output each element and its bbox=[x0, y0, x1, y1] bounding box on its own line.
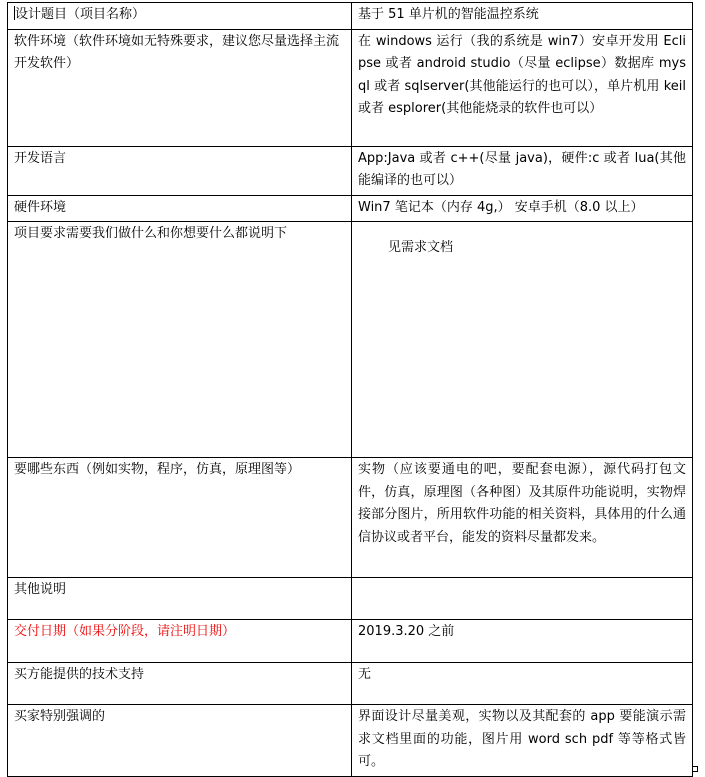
table-row bbox=[8, 663, 693, 705]
table-row bbox=[8, 3, 693, 30]
row-value: 2019.3.20 之前 bbox=[352, 620, 693, 663]
table-row bbox=[8, 29, 693, 146]
row-value bbox=[352, 222, 693, 458]
table-row bbox=[8, 222, 693, 458]
see-doc-text: 见需求文档 bbox=[388, 240, 454, 255]
table-row bbox=[8, 578, 693, 620]
table-row bbox=[8, 195, 693, 222]
row-label-text: 设计题目（项目名称） bbox=[15, 7, 146, 22]
table-row bbox=[8, 620, 693, 663]
table-row bbox=[8, 146, 693, 195]
row-label: 买家特别强调的 bbox=[8, 705, 352, 777]
row-value bbox=[352, 578, 693, 620]
row-label: 要哪些东西（例如实物，程序，仿真，原理图等） bbox=[8, 458, 352, 578]
requirements-table bbox=[7, 2, 693, 777]
row-value: 实物（应该要通电的吧，要配套电源），源代码打包文件，仿真，原理图（各种图）及其原件功能说明，实物焊接部分图片，所用软件功能的相关资料，具体用的什么通信协议或者平台，能发的资料尽量都发来。 bbox=[352, 458, 693, 578]
row-value: 界面设计尽量美观，实物以及其配套的 app 要能演示需求文档里面的功能，图片用 word sch pdf 等等格式皆可。 bbox=[352, 705, 693, 777]
table-row bbox=[8, 705, 693, 777]
row-value: Win7 笔记本（内存 4g,） 安卓手机（8.0 以上） bbox=[352, 195, 693, 222]
row-label bbox=[8, 3, 352, 30]
row-label: 硬件环境 bbox=[8, 195, 352, 222]
row-label: 开发语言 bbox=[8, 146, 352, 195]
row-value: 基于 51 单片机的智能温控系统 bbox=[352, 3, 693, 30]
table-row bbox=[8, 458, 693, 578]
row-label: 项目要求需要我们做什么和你想要什么都说明下 bbox=[8, 222, 352, 458]
row-label: 其他说明 bbox=[8, 578, 352, 620]
row-label: 软件环境（软件环境如无特殊要求，建议您尽量选择主流开发软件） bbox=[8, 29, 352, 146]
row-label: 买方能提供的技术支持 bbox=[8, 663, 352, 705]
row-value: 无 bbox=[352, 663, 693, 705]
table-resize-handle[interactable] bbox=[692, 766, 698, 772]
row-value: 在 windows 运行（我的系统是 win7）安卓开发用 Eclipse 或者 android studio（尽量 eclipse）数据库 mysql 或者 sqlserver(其他能运行的也可以），单片机用 keil 或者 esplorer(其他能烧录的软件也可以） bbox=[352, 29, 693, 146]
row-label-deadline: 交付日期（如果分阶段，请注明日期） bbox=[8, 620, 352, 663]
row-value: App:Java 或者 c++(尽量 java)，硬件:c 或者 lua(其他能编译的也可以） bbox=[352, 146, 693, 195]
